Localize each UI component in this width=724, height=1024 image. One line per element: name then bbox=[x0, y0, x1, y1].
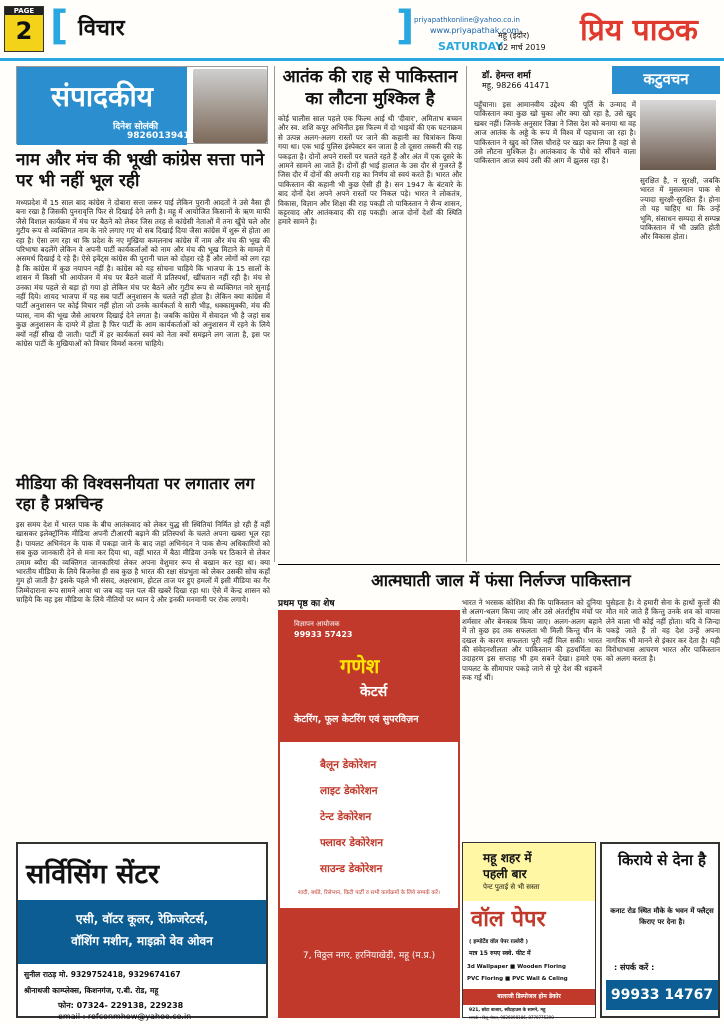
wp-feature: 3d Wallpaper ■ Wooden Floring bbox=[467, 964, 566, 970]
editor-photo bbox=[193, 69, 267, 143]
servicing-line2: वॉशिंग मशीन, माइक्रो वेव ओवन bbox=[71, 934, 213, 948]
ganesh-services bbox=[320, 752, 383, 882]
service-item: बैलून डेकोरेशन bbox=[320, 759, 377, 771]
service-item: साउन्ड डेकोरेशन bbox=[320, 863, 383, 875]
servicing-line1: एसी, वॉटर कूलर, रेफ्रिजरेटर्स, bbox=[75, 912, 209, 926]
header-email[interactable]: priyapathkonline@yahoo.co.in bbox=[414, 16, 520, 24]
wp-title: वॉल पेपर bbox=[471, 906, 546, 932]
rent-title: किराये से देना है bbox=[617, 851, 707, 869]
ganesh-logo: गणेश bbox=[340, 654, 380, 678]
column-divider bbox=[466, 66, 467, 562]
servicing-address: श्रीनाथजी काम्प्लेक्स, किशनगंज, ए.बी. रोड, महू bbox=[24, 986, 159, 995]
second-body: भारत ने भरसक कोशिश की कि पाकिस्तान को दुनिया से अलग-थलग किया जाए और उसे अंतर्राष्ट्रीय मंचों पर शर्मसार और बेनकाब किया जाए। अलग-अलग बहाने में तो कुछ हद तक सफलता भी मिली किन्तु चीन के दखल के कारण सफलता पूरी नहीं मिल सकी। भारत की संवेदनशीलता और पाकिस्तान की हठधर्मिता का उदाहरण इस सप्ताह भी हम सबने देखा। हमारे एक पायलट के सीमापार पकड़े जाने से पूरे देश की धड़कनें रुक गई थीं। bbox=[462, 598, 602, 683]
wp-kicker2: पहली बार bbox=[483, 867, 527, 881]
wallpaper-ad[interactable] bbox=[462, 842, 596, 1018]
service-item: लाइट डेकोरेशन bbox=[320, 785, 378, 797]
wp-kicker1: महू शहर में bbox=[483, 851, 532, 865]
ganesh-small-text: शादी, बर्थडे, रिसेप्शन, किटी पार्टी व सभी कार्यक्रमों के लिये सम्पर्क करें। bbox=[298, 890, 440, 896]
logo-text: प्रिय पाठक bbox=[580, 13, 698, 48]
media-headline: मीडिया की विश्वसनीयता पर लगातार लग रहा है प्रश्नचिन्ह bbox=[16, 474, 255, 513]
header-city: महू (इंदौर) bbox=[498, 31, 530, 40]
kattu-label: कटुवचन bbox=[612, 66, 720, 94]
editorial-title: संपादकीय bbox=[17, 67, 187, 145]
ganesh-phone: 99933 57423 bbox=[294, 630, 353, 639]
page-number: 2 bbox=[15, 17, 33, 45]
second-headline: आत्मघाती जाल में फंसा निर्लज्ज पाकिस्तान bbox=[371, 571, 631, 590]
servicing-title: सर्विसिंग सेंटर bbox=[26, 859, 160, 890]
servicing-phone: फोन: 07324- 229138, 229238 bbox=[58, 1001, 184, 1010]
ganesh-address: 7, विठ्ठल नगर, हरनियाखेड़ी, महू (म.प्र.) bbox=[280, 908, 458, 1016]
wp-shop: बालाजी डिस्पोजल होम डेकोर bbox=[463, 989, 595, 1005]
editorial-phone: 9826013941 bbox=[127, 131, 190, 141]
lead-headline: आतंक की राह से पाकिस्तान का लौटना मुश्किल है bbox=[282, 67, 458, 109]
servicing-contact: सुनील राठड़ मो. 9329752418, 9329674167 bbox=[24, 970, 181, 979]
header-divider bbox=[0, 58, 724, 61]
masthead-logo bbox=[560, 4, 720, 54]
story-divider bbox=[278, 564, 720, 565]
kattu-author: डॉ. हेमन्त शर्मा bbox=[482, 71, 531, 81]
section-title: विचार bbox=[78, 16, 125, 41]
ganesh-contact-label: विज्ञापन आयोजक bbox=[294, 620, 340, 628]
kattu-body: पहुँचाना। इस आमानवीय उद्देश्य की पूर्ति के उन्माद में पाकिस्तान क्या कुछ खो चुका और क्या खो रहा है, उसे खुद खबर नहीं। जिनके अनुसार जिन्ना ने जिस देश को बनाया था वह आज आतंक के अड्डे के रूप में विश्व में पहचाना जा रहा है। पाकिस्तान ने खुद को जिस चौराहे पर खड़ा कर लिया है वहां से उसे लौटना मुश्किल है। आतंकवाद के पौधे को सींचने वाला पाकिस्तान आज स्वयं उसी की आग में झुलस रहा है। bbox=[474, 100, 636, 166]
wp-price: मात्र 15 रुपए स्क्वे. फीट में bbox=[469, 950, 531, 957]
editorial-author: दिनेश सोलंकी bbox=[113, 122, 159, 132]
header-day: SATURDAY bbox=[438, 40, 504, 53]
page-number-badge bbox=[4, 6, 44, 52]
rent-phone[interactable]: 99933 14767 bbox=[606, 980, 718, 1010]
rent-body: कनाट रोड स्थित मौके के भवन में फ्लैट्स किराए पर देना है। bbox=[610, 907, 714, 926]
wp-kicker3: पेन्ट पुताई से भी सस्ता bbox=[483, 883, 540, 891]
page-label: PAGE bbox=[5, 7, 43, 15]
second-body-right: घुसेड़ता है। ये हमारी सेना के हाथों कुत्तों की मौत मारे जाते हैं किन्तु उनके शव को वापस लेने वाला भी कोई नहीं होता। यदि वे जिन्दा पकड़े जाते हैं तो वह देश उन्हें अपना नागरिक भी मानने से इंकार कर देता है। यही विरोधाभास आचरण भारत और पाकिस्तान को अलग करता है। bbox=[606, 598, 720, 664]
editorial-box bbox=[16, 66, 268, 144]
editorial-headline: नाम और मंच की भूखी कांग्रेस सत्ता पाने पर भी नहीं भूल रही bbox=[16, 150, 265, 191]
media-body: इस समय देश में भारत पाक के बीच आतंकवाद को लेकर युद्ध सी स्थितियां निर्मित हो रही हैं वहीं खासकर इलेक्ट्रॉनिक मीडिया अपनी टीआरपी बढ़ाने की प्रतिस्पर्धा के चलते अपना खबरा भूल रहा है। पायलट अभिनंदन के पाक में पकड़ा जाने के बाद जहां अभिनंदन ने पाक सैन्य अधिकारियों को सब कुछ जानकारी देने से मना कर दिया था, वहीं भारत में बैठा मीडिया उनके घर ठिकाने से लेकर तमाम ब्यौरा की व्यक्तिगत जानकारियां लेकर अपना वेशुमार रूप से बखान कर रहा था। क्या भारतीय मीडिया के लिये बिजनेस ही सब कुछ है भारत की रक्षा संप्रभुता को लेकर उसकी सोच कहाँ गुम हो जाती है? इसके पहले भी संसद, अक्षरधाम, होटल ताज पर हुए हमलों में इसी मीडिया का गैर जिम्मेदाराना रूप सामने आया था जब वह पल पल की खबरें दिखा रहा था। ऐसे में केन्द्र शासन को चाहिये कि वह इस मीडिया के लिये नीतियों पर ध्यान दे और इनकी मनमानी पर रोक लगाये। bbox=[16, 520, 270, 605]
ganesh-caterers-ad[interactable] bbox=[278, 610, 460, 1018]
kattu-phone: महू, 98266 41471 bbox=[482, 81, 550, 90]
rent-ad[interactable] bbox=[600, 842, 720, 1018]
servicing-center-ad[interactable] bbox=[16, 842, 268, 1021]
column-divider bbox=[274, 66, 275, 562]
service-item: टेन्ट डेकोरेशन bbox=[320, 811, 372, 823]
service-item: फ्लावर डेकोरेशन bbox=[320, 837, 384, 849]
wp-address: 921, छोटा बाजार, स्वीटहाउस के सामने, महू bbox=[469, 1008, 546, 1013]
bracket-left-icon: [ bbox=[50, 3, 69, 49]
servicing-email[interactable]: email : refconmhow@yahoo.co.in bbox=[58, 1012, 192, 1021]
wp-gallery: ( इम्पोर्टेड वॉल पेपर ग़ल्लेरी ) bbox=[469, 939, 529, 945]
lead-body: कोई चालीस साल पहले एक फिल्म आई थी 'दीवार', अमिताभ बच्चन और स्व. शशि कपूर अभिनीत इस फिल्म में दो भाइयों की एक घटनाक्रम से उत्पन्न अलग-अलग रास्तों पर जाने की कहानी का चित्रांकन किया गया था। एक भाई पुलिस इंस्पेक्टर बन जाता है तो दूसरा तस्करी की राह पकड़ता है। दोनों अपने रास्तों पर चलते रहते हैं और अंत में एक दूसरे के आमने सामने आ जाते हैं। दोनों ही भाई हालात के उस दौर से गुजरते हैं जिस दौर में दोनों की अपनी राह का निर्णय वो स्वयं करते हैं। भारत और पाकिस्तान की कहानी भी कुछ ऐसी ही है। सन 1947 के बंटवारे के बाद दोनों देश अपने अपने रास्तों पर निकल पड़े। भारत ने लोकतंत्र, विकास, विज्ञान और शिक्षा की राह पकड़ी तो पाकिस्तान ने सैन्य शासन, कट्टरवाद और आतंकवाद की राह पकड़ी। आज दोनों देशों की स्थिति हमारे सामने है। bbox=[278, 114, 462, 227]
columnist-photo bbox=[640, 100, 716, 170]
rent-contact-label: : संपर्क करें : bbox=[614, 963, 655, 972]
bracket-right-icon: ] bbox=[396, 3, 415, 49]
servicing-band bbox=[18, 900, 266, 964]
kattu-body-right: सुरक्षित है, न सुरक्षी, जबकि भारत में मुसलमान पाक से ज्यादा सुरक्षी-सुरक्षित हैं। होना तो यह चाहिए था कि उन्हें भूमि, संसाधन सम्पदा से सम्पन्न पाकिस्तान में भी उन्नति होती और विकास होता। bbox=[640, 176, 720, 242]
editorial-body: मध्यप्रदेश में 15 साल बाद कांग्रेस ने दोबारा सत्ता जरूर पाई लेकिन पुरानी आदतों ने उसे वैसा ही बना रखा है जिसकी पुनरावृत्ति फिर से दिखाई देने लगी है। महू में आयोजित किसानों के ऋण माफी जैसे विशाल कार्यक्रम में मंच पर बैठने को लेकर जिस तरह से कांग्रेसी नेताओं में तना खुँचे चले और गुटीय रूप से व्यक्तिगत नाम के नारे लगाए गए वो सब दिखाई दिया जैसा कांग्रेस में शुरू से होता आ रहा है। ऐसा लग रहा था कि प्रदेश के नए मुखिया कमलनाथ कांग्रेस में नाम और मंच की भूख की परिभाषा बदलेंगे लेकिन वे अपनी पार्टी कार्यकर्ताओं को नाम और मंच की भूख मिटाने के मामले में असमर्थ दिखाई दे रहे हैं। ऐसे इवेंट्स कांग्रेस की पुरानी चाल को दोहरा रहे हैं और लोगों को लग रहा है कि कांग्रेस में कुछ नयापन नहीं है। कांग्रेस को यह सोचना चाहिये कि भाजपा के 15 सालों के शासन में किसी भी आयोजन में मंच पर बैठने वालों में प्रतिस्पर्धा, खींचतान नहीं रही है। मंच से उनका मंच पहले से बड़ा हो गया हो लेकिन मंच पर बैठने और गुटीय रूप से व्यक्तिगत नारे सुनाई नहीं दिये। शायद भाजपा में यह सब पार्टी अनुशासन के चलते नहीं होता है। लेकिन क्या कांग्रेस में पार्टी अनुशासन पर कोई विचार नहीं होता जो उनके कार्यकर्ता ये सारी भीड़, धक्कामुक्की, मंच की प्यास, नाम की भूख जैसे आचरण दिखाई देने लगता है। जबकि कांग्रेस में सेवादल भी है जहां सब कुछ अनुशासन के दायरे में होता है फिर पार्टी के आम कार्यकर्ताओं को अनुशासन में रहने के लिये क्यों नहीं सीख दी जाती। पार्टी में हर कार्यकर्ता स्वयं को नेता क्यों समझने लग जाता है, इस पर कांग्रेस पार्टी के मुखियाओं को विचार विमर्श करना चाहिये। bbox=[16, 198, 270, 349]
wp-contact: सम्पर्क : विशु गोयल, 9826098186, 8770775390 bbox=[469, 1015, 554, 1020]
wp-feature: PVC Floring ■ PVC Wall & Celing bbox=[467, 976, 568, 982]
wp-features bbox=[467, 961, 568, 985]
second-kicker: प्रथम पृष्ठ का शेष bbox=[278, 599, 335, 609]
ganesh-tagline: केटरिंग, फूल केटरिंग एवं सुपरविज़न bbox=[294, 714, 419, 725]
header-website[interactable]: www.priyapathak.com bbox=[430, 26, 520, 35]
header-date: 02 मार्च 2019 bbox=[498, 43, 546, 52]
ganesh-name: केटर्स bbox=[360, 684, 388, 700]
